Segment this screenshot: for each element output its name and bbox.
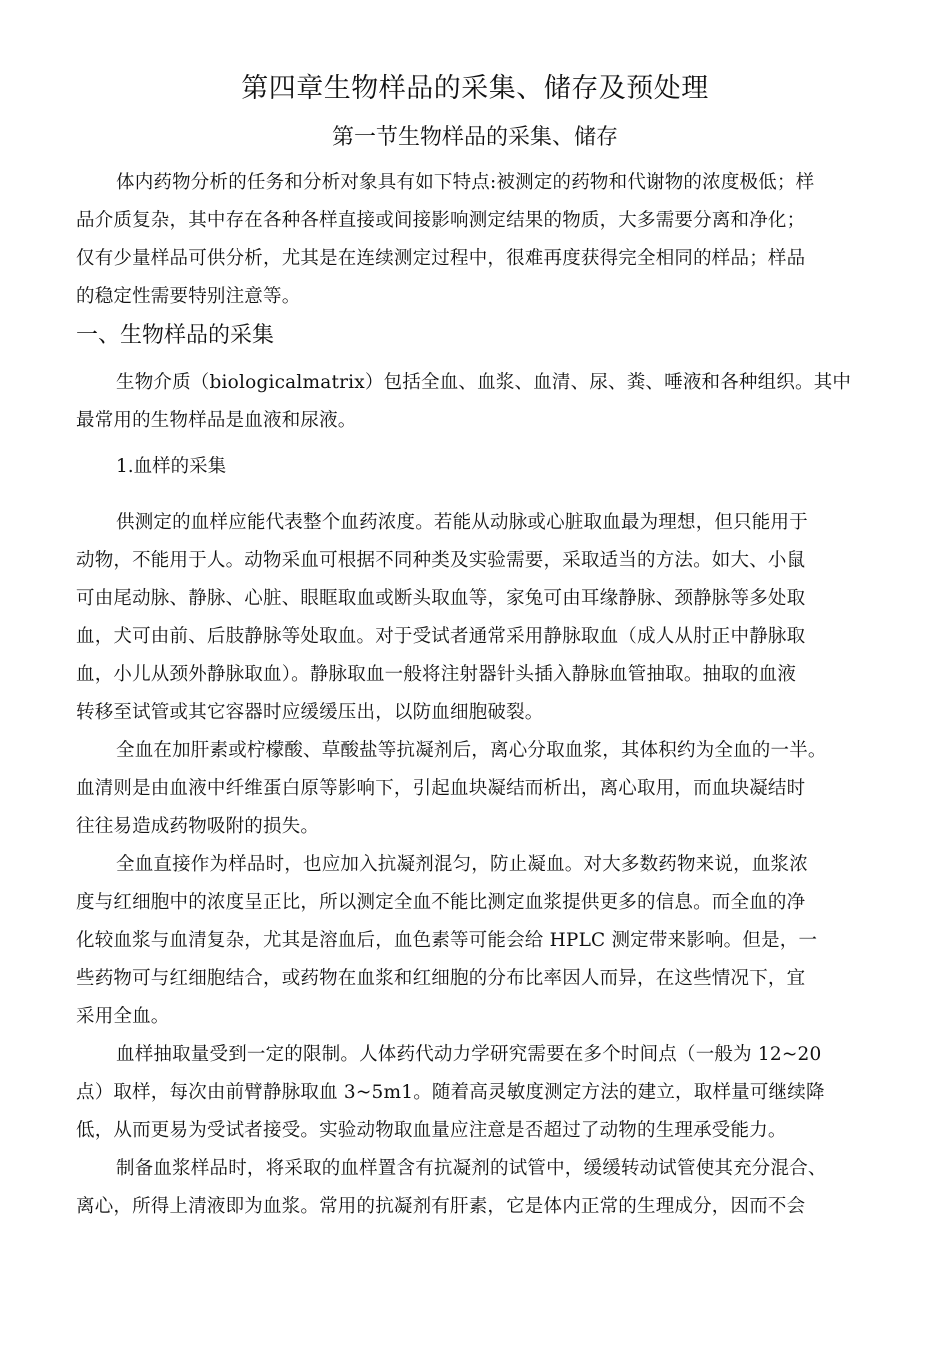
paragraph-line: 动物，不能用于人。动物采血可根据不同种类及实验需要，采取适当的方法。如大、小鼠 (76, 550, 806, 571)
subsection-heading: 1.血样的采集 (116, 456, 227, 477)
paragraph-line: 生物介质（biologicalmatrix）包括全血、血浆、血清、尿、粪、唾液和各种组织。其中 (116, 372, 852, 393)
paragraph-line: 血清则是由血液中纤维蛋白原等影响下，引起血块凝结而析出，离心取用，而血块凝结时 (76, 778, 806, 799)
paragraph-line: 全血直接作为样品时，也应加入抗凝剂混匀，防止凝血。对大多数药物来说，血浆浓 (116, 854, 808, 875)
matrix-paragraph (76, 364, 888, 440)
paragraph-line: 体内药物分析的任务和分析对象具有如下特点:被测定的药物和代谢物的浓度极低；样 (116, 172, 815, 193)
paragraph-line: 采用全血。 (76, 1006, 170, 1027)
paragraph-line: 转移至试管或其它容器时应缓缓压出，以防血细胞破裂。 (76, 702, 544, 723)
paragraph-line: 的稳定性需要特别注意等。 (76, 286, 301, 307)
section-title: 第一节生物样品的采集、储存 (331, 125, 618, 150)
paragraph-line: 低，从而更易为受试者接受。实验动物取血量应注意是否超过了动物的生理承受能力。 (76, 1120, 787, 1141)
paragraph-line: 仅有少量样品可供分析，尤其是在连续测定过程中，很难再度获得完全相同的样品；样品 (76, 248, 806, 269)
paragraph-line: 化较血浆与血清复杂，尤其是溶血后，血色素等可能会给 HPLC 测定带来影响。但是，一 (76, 930, 818, 951)
paragraph-line: 制备血浆样品时，将采取的血样置含有抗凝剂的试管中，缓缓转动试管使其充分混合、 (116, 1158, 827, 1179)
section-heading: 一、生物样品的采集 (76, 323, 275, 348)
paragraph-line: 供测定的血样应能代表整个血药浓度。若能从动脉或心脏取血最为理想，但只能用于 (116, 512, 808, 533)
paragraph-line: 往往易造成药物吸附的损失。 (76, 816, 320, 837)
paragraph-line: 可由尾动脉、静脉、心脏、眼眶取血或断头取血等，家兔可由耳缘静脉、颈静脉等多处取 (76, 588, 806, 609)
paragraph-line: 品介质复杂，其中存在各种各样直接或间接影响测定结果的物质，大多需要分离和净化； (76, 210, 806, 231)
chapter-title: 第四章生物样品的采集、储存及预处理 (241, 73, 709, 104)
paragraph-line: 血，小儿从颈外静脉取血）。静脉取血一般将注射器针头插入静脉血管抽取。抽取的血液 (76, 664, 797, 685)
paragraph-line: 度与红细胞中的浓度呈正比，所以测定全血不能比测定血浆提供更多的信息。而全血的净 (76, 892, 806, 913)
intro-paragraph (76, 164, 888, 316)
body-text (76, 504, 888, 1226)
paragraph-line: 血样抽取量受到一定的限制。人体药代动力学研究需要在多个时间点（一般为 12~20 (116, 1044, 822, 1065)
paragraph-line: 血，犬可由前、后肢静脉等处取血。对于受试者通常采用静脉取血（成人从肘正中静脉取 (76, 626, 806, 647)
paragraph-line: 全血在加肝素或柠檬酸、草酸盐等抗凝剂后，离心分取血浆，其体积约为全血的一半。 (116, 740, 827, 761)
paragraph-line: 离心，所得上清液即为血浆。常用的抗凝剂有肝素，它是体内正常的生理成分，因而不会 (76, 1196, 806, 1217)
paragraph-line: 点）取样，每次由前臂静脉取血 3~5m1。随着高灵敏度测定方法的建立，取样量可继续降 (76, 1082, 825, 1103)
paragraph-line: 最常用的生物样品是血液和尿液。 (76, 410, 357, 431)
paragraph-line: 些药物可与红细胞结合，或药物在血浆和红细胞的分布比率因人而异，在这些情况下，宜 (76, 968, 806, 989)
